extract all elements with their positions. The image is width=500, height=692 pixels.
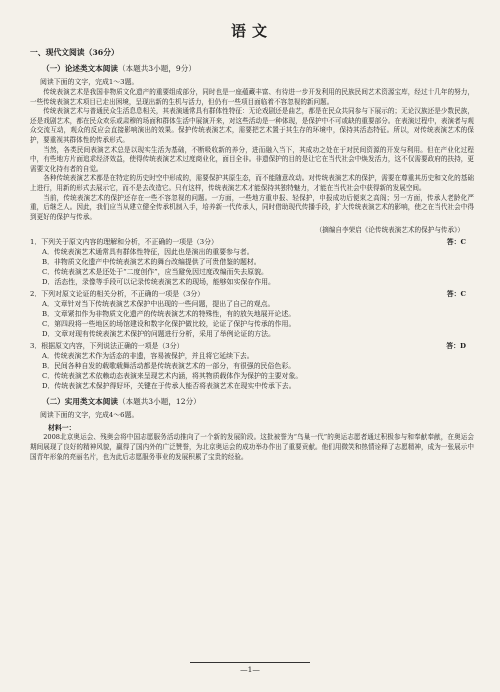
option-d: D．活态性，录像等手段可以记录传统表演艺术的现场，能够如实保存作用。 — [42, 278, 275, 287]
passage-paragraph: 2008北京奥运会、残奥会将中国志愿服务活动推向了一个新的发展阶段。这批被誉为“鸟巢一代”的奥运志愿者通过积极参与和奉献奉献，在奥运会期间展现了良好的精神风貌，赢得了国内外的广泛赞誉，为北京奥运会的成功举办作出了重要贡献。他们用微笑和热情诠释了志愿精神，成为一张展示中国青年形象的亮丽名片，也为此后志愿服务事业的发展积累了宝贵的经验。 — [30, 433, 474, 461]
passage-paragraph: 传统表演艺术是我国非物质文化遗产的重要组成部分，同时也是一座蕴藏丰富、有待进一步开发利用的民族民间艺术资源宝库，经过十几年的努力，一些传统表演艺术项目已走出困境，呈现出新的生机与活力，但仍有一些项目面临着不容忽视的新问题。 — [30, 88, 474, 106]
question-stem — [30, 237, 474, 247]
option-a: A．文章针对当下传统表演艺术保护中出现的一些问题，提出了自己的观点。 — [42, 300, 275, 309]
passage-paragraph: 各种传统表演艺术都是在特定的历史时空中形成的，需要保护其原生态，而不能随意改动。对传统表演艺术的保护，需要在尊重其历史和文化的基础上进行，用新的形式去展示它，而不是去改造它。只有这样，传统表演艺术才能保持其独特魅力，才能在当代社会中获得新的发展空间。 — [30, 174, 474, 192]
answer-label: 答：D — [446, 342, 466, 351]
question-3 — [30, 341, 474, 391]
subsection-note: （本题共3小题，9分） — [117, 64, 196, 73]
passage-paragraph: 当前，传统表演艺术的保护还存在一些不容忽视的问题。一方面，一些地方重申报、轻保护，申报成功后便束之高阁；另一方面，传承人老龄化严重，后继乏人。因此，我们应当从建立健全传承机制入手，培养新一代传承人，同时借助现代传播手段，扩大传统表演艺术的影响，使之在当代社会中得到更好的保护与传承。 — [30, 193, 474, 221]
reading-instruction: 阅读下面的文字，完成1～3题。 — [40, 78, 139, 86]
passage-paragraph: 当然，各类民间表演艺术总是以现实生活为基础，不断吸收新的养分，进而融入当下，其成功之处在于对民间资源的开发与利用。但在产业化过程中，有些地方片面追求经济效益，使得传统表演艺术过度商业化，面目全非。非遗保护的目的是让它在当代社会中焕发活力，这不仅需要政府的扶持，更需要文化持有者的自觉。 — [30, 145, 474, 173]
section-heading: 一、现代文阅读（36分） — [30, 48, 119, 57]
subsection-note: （本题共3小题，12分） — [117, 397, 201, 407]
option-d: D．传统表演艺术保护得好坏，关键在于传承人能否将表演艺术在现实中传承下去。 — [42, 382, 296, 391]
option-d: D．文章对现有传统表演艺术保护的问题进行分析，采用了举例论证的方法。 — [42, 330, 275, 339]
question-1 — [30, 237, 474, 287]
answer-label: 答：C — [446, 290, 466, 299]
material-label: 材料一： — [48, 424, 76, 433]
question-text: 1．下列关于原文内容的理解和分析，不正确的一项是（3分） — [30, 238, 218, 247]
question-2 — [30, 289, 474, 339]
option-b: B．民间各种自发的载歌载舞活动都是传统表演艺术的一部分，有很强的民俗色彩。 — [42, 362, 296, 371]
footer-rule — [190, 662, 310, 663]
option-c: C．传统表演艺术是还处于“二度创作”，应当避免因过度改编而失去原貌。 — [42, 268, 268, 277]
subsection-title: （二）实用类文本阅读 — [42, 397, 118, 407]
option-b: B．文章紧扣作为非物质文化遗产的传统表演艺术的特殊性，有的放矢地展开论述。 — [42, 310, 296, 319]
passage-paragraph: 传统表演艺术与普通民众生活息息相关，其表演通常具有群体性特征：无论戏剧还是曲艺，都是在民众共同参与下展示的；无论汉族还是少数民族，还是戏剧艺术，都在民众欢乐或肃穆的场面和群体生活中展演开来，对这些活动是一种体现，是保护中不可或缺的重要部分。在表演过程中，表演者与观众交流互动，观众的反应会直接影响演出的效果。保护传统表演艺术，需要把艺术置于其生存的环境中，保持其活态特征。所以，对传统表演艺术的保护，要重视其群体性的传承形式。 — [30, 107, 474, 144]
question-stem — [30, 289, 474, 299]
option-c: C．第四段将一些地区的场馆建设和数字化保护做比较，论证了保护与传承的作用。 — [42, 320, 296, 329]
subsection-title: （一）论述类文本阅读 — [42, 64, 118, 73]
subsection-heading-1 — [42, 63, 474, 74]
option-a: A．传统表演艺术通常具有群体性特征，因此也是演出的重要参与者。 — [42, 248, 254, 257]
page-title: 语文 — [230, 22, 273, 40]
question-text: 3．根据原文内容，下列说法正确的一项是（3分） — [30, 342, 184, 351]
question-text: 2．下列对原文论证的相关分析，不正确的一项是（3分） — [30, 290, 205, 299]
subsection-heading-2 — [42, 396, 474, 407]
option-b: B．非物质文化遗产中传统表演艺术的舞台改编提供了可贵借鉴的题材。 — [42, 258, 261, 267]
option-a: A．传统表演艺术作为活态的非遗，容易被保护，并且将它延续下去。 — [42, 352, 254, 361]
page-number: —1— — [240, 665, 260, 674]
answer-label: 答：C — [446, 238, 466, 247]
question-stem — [30, 341, 474, 351]
page-footer — [0, 662, 500, 674]
reading-instruction: 阅读下面的文字，完成4～6题。 — [40, 411, 139, 420]
passage-source: （摘编自李荣启《论传统表演艺术的保护与传承》） — [315, 226, 464, 235]
option-c: C．传统表演艺术依赖动态表演来呈现艺术内涵，将其物质载体作为保护的主要对象。 — [42, 372, 303, 381]
